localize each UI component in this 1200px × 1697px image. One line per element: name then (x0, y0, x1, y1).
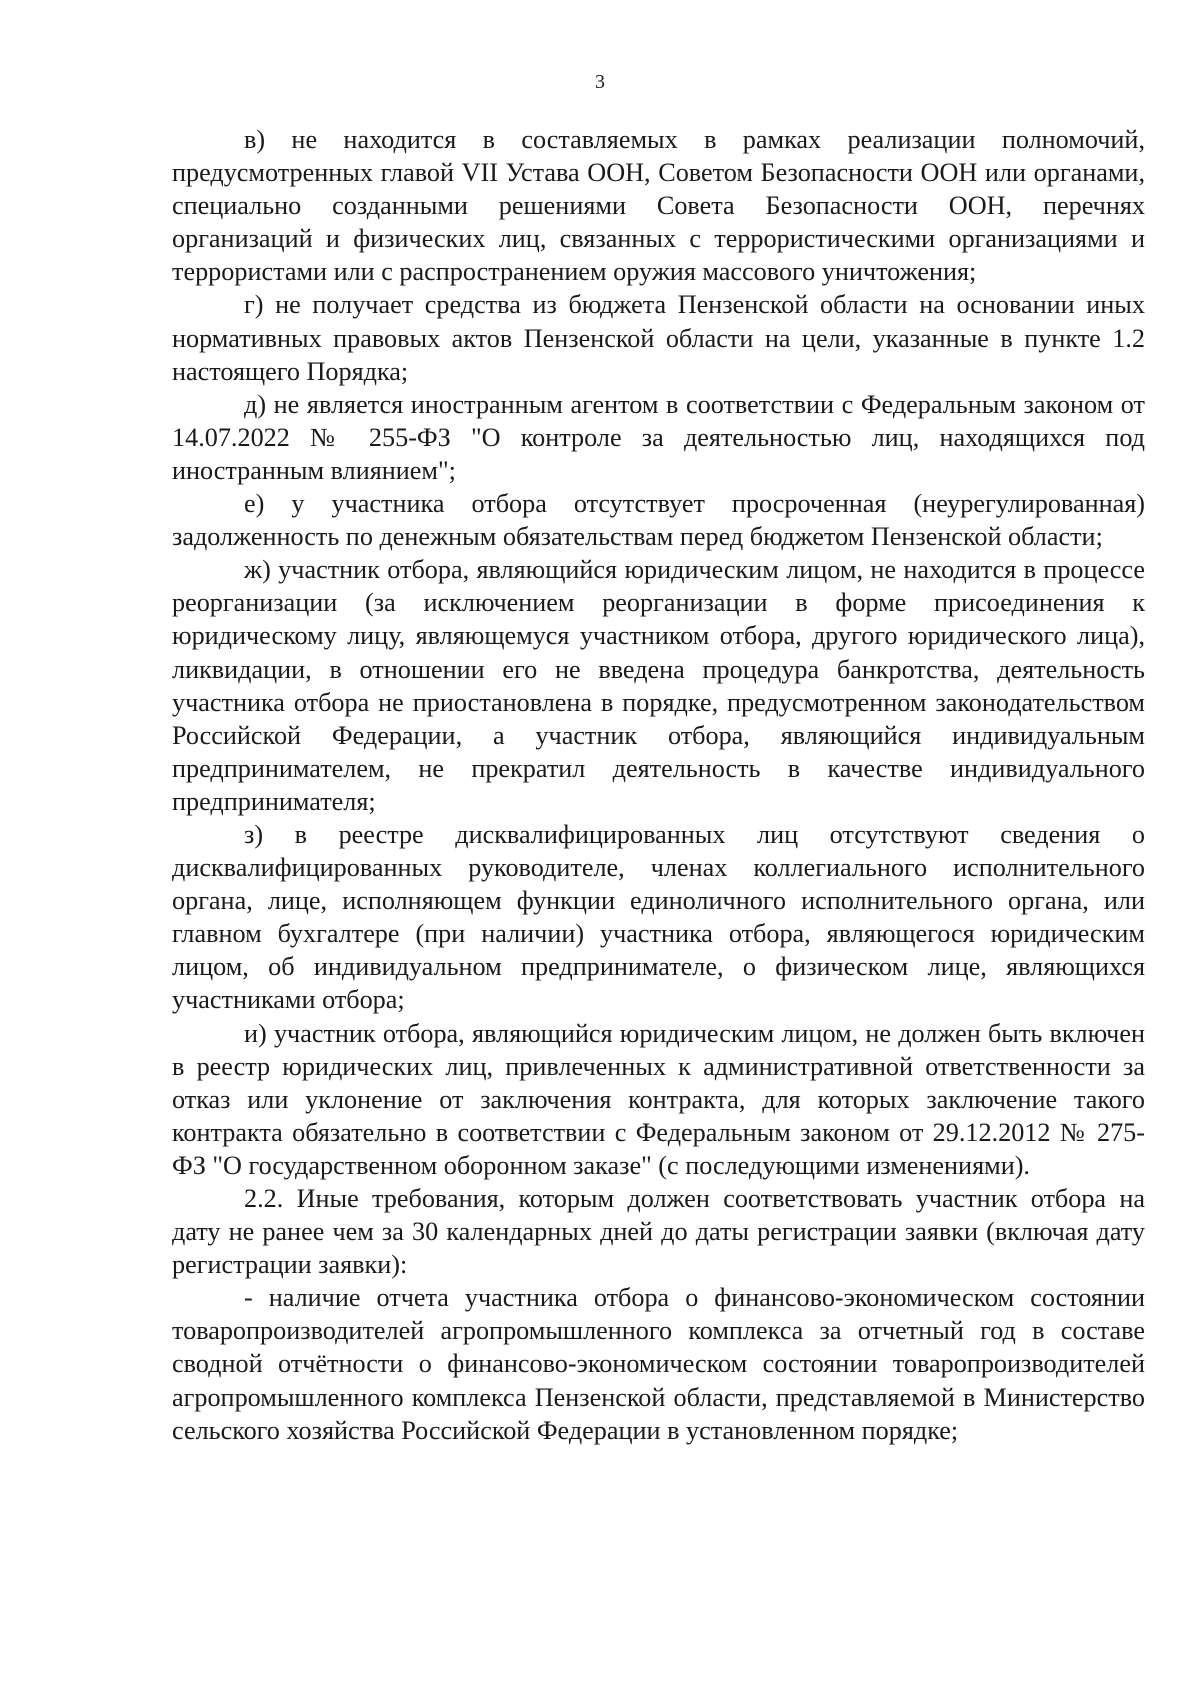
paragraph-item-zh: ж) участник отбора, являющийся юридическим лицом, не находится в процессе реорганизации (за исключением реорганизации в форме присоединения к юридическому лицу, являющемуся участником отбора, другого юридического лица), ликвидации, в отношении его не введена процедура банкротства, деятельность участника отбора не приостановлена в порядке, предусмотренном законодательством Российской Федерации, а участник отбора, являющийся индивидуальным предпринимателем, не прекратил деятельность в качестве индивидуального предпринимателя; (172, 555, 1145, 816)
paragraph-item-e: е) у участника отбора отсутствует просроченная (неурегулированная) задолженность по денежным обязательствам перед бюджетом Пензенской области; (172, 489, 1145, 552)
paragraph-section-2-2: 2.2. Иные требования, которым должен соответствовать участник отбора на дату не ранее чем за 30 календарных дней до даты регистрации заявки (включая дату регистрации заявки): (172, 1184, 1145, 1280)
paragraph-item-v: в) не находится в составляемых в рамках реализации полномочий, предусмотренных главой VII Устава ООН, Советом Безопасности ООН или органами, специально созданными решениями Совета Безопасности ООН, перечнях организаций и физических лиц, связанных с террористическими организациями и террористами или с распространением оружия массового уничтожения; (172, 125, 1145, 287)
paragraph-item-d: д) не является иностранным агентом в соответствии с Федеральным законом от 14.07.2022 № 255-ФЗ "О контроле за деятельностью лиц, находящихся под иностранным влиянием"; (172, 389, 1145, 485)
page-number: 3 (595, 71, 605, 93)
document-body (172, 123, 1145, 1447)
paragraph-item-g: г) не получает средства из бюджета Пензенской области на основании иных нормативных правовых актов Пензенской области на цели, указанные в пункте 1.2 настоящего Порядка; (172, 290, 1145, 386)
paragraph-item-z: з) в реестре дисквалифицированных лиц отсутствуют сведения о дисквалифицированных руководителе, членах коллегиального исполнительного органа, лице, исполняющем функции единоличного исполнительного органа, или главном бухгалтере (при наличии) участника отбора, являющегося юридическим лицом, об индивидуальном предпринимателе, о физическом лице, являющихся участниками отбора; (172, 819, 1145, 1015)
paragraph-item-i: и) участник отбора, являющийся юридическим лицом, не должен быть включен в реестр юридических лиц, привлеченных к административной ответственности за отказ или уклонение от заключения контракта, для которых заключение такого контракта обязательно в соответствии с Федеральным законом от 29.12.2012 № 275-ФЗ "О государственном оборонном заказе" (с последующими изменениями). (172, 1018, 1145, 1180)
paragraph-bullet-report: - наличие отчета участника отбора о финансово-экономическом состоянии товаропроизводителей агропромышленного комплекса за отчетный год в составе сводной отчётности о финансово-экономическом состоянии товаропроизводителей агропромышленного комплекса Пензенской области, представляемой в Министерство сельского хозяйства Российской Федерации в установленном порядке; (172, 1283, 1145, 1445)
